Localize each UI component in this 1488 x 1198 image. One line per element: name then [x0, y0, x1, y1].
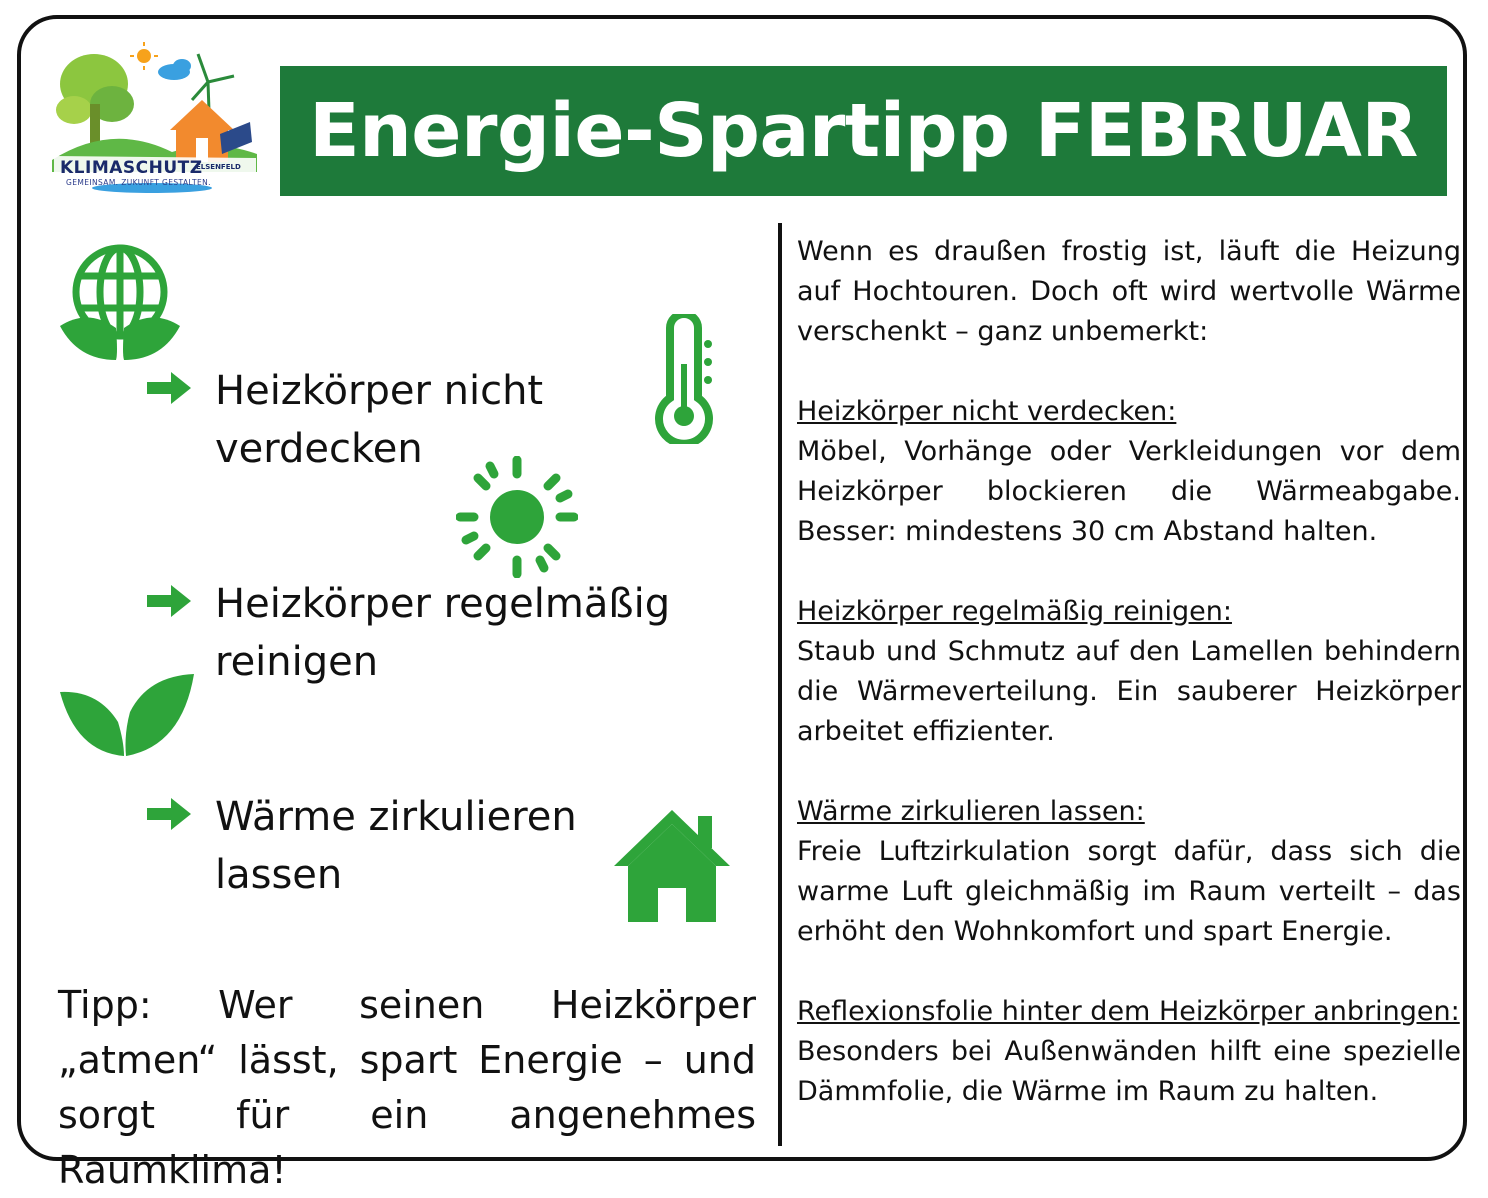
section-4-body: Besonders bei Außenwänden hilft eine spezielle Dämmfolie, die Wärme im Raum zu halten.	[797, 1036, 1461, 1107]
globe-leaves-icon	[58, 242, 182, 366]
logo-name: KLIMASCHUTZ	[60, 158, 203, 178]
section-4	[797, 992, 1461, 1112]
section-3-body: Freie Luftzirkulation sorgt dafür, dass sich die warme Luft gleichmäßig im Raum verteilt – das erhöht den Wohnkomfort und spart Energie.	[797, 836, 1461, 947]
section-2-heading: Heizkörper regelmäßig reinigen:	[797, 596, 1232, 627]
section-3	[797, 792, 1461, 952]
title-banner	[280, 66, 1447, 196]
detail-column	[797, 232, 1461, 1112]
tip-2-line-2: reinigen	[215, 639, 379, 685]
section-1	[797, 392, 1461, 552]
page-title: Energie-Spartipp FEBRUAR	[309, 88, 1418, 174]
section-2-body: Staub und Schmutz auf den Lamellen behindern die Wärmeverteilung. Ein sauberer Heizkörper arbeitet effizienter.	[797, 636, 1461, 747]
thermometer-icon	[654, 314, 716, 444]
column-divider	[778, 223, 782, 1146]
footer-tip: Tipp: Wer seinen Heizkörper „atmen“ lässt, spart Energie – und sorgt für ein angenehmes Raumklima!	[58, 983, 756, 1192]
klimaschutz-logo	[52, 42, 262, 194]
section-1-heading: Heizkörper nicht verdecken:	[797, 396, 1177, 427]
tip-3-line-1: Wärme zirkulieren	[215, 794, 577, 840]
arrow-right-icon	[145, 794, 193, 834]
tip-1-line-2: verdecken	[215, 426, 423, 472]
tip-3-line-2: lassen	[215, 852, 343, 898]
tip-item-2	[145, 575, 670, 691]
section-4-heading: Reflexionsfolie hinter dem Heizkörper anbringen:	[797, 996, 1460, 1027]
tip-2-line-1: Heizkörper regelmäßig	[215, 581, 671, 627]
arrow-right-icon	[145, 368, 193, 408]
tip-item-3	[145, 788, 577, 904]
house-icon	[612, 808, 732, 924]
arrow-right-icon	[145, 581, 193, 621]
logo-slogan: GEMEINSAM. ZUKUNFT GESTALTEN.	[66, 178, 211, 187]
section-2	[797, 592, 1461, 752]
intro-text: Wenn es draußen frostig ist, läuft die Heizung auf Hochtouren. Doch oft wird wertvolle Wärme verschenkt – ganz unbemerkt:	[797, 236, 1461, 347]
tip-item-1	[145, 362, 543, 478]
logo-town: ELSENFELD	[196, 163, 241, 171]
section-3-heading: Wärme zirkulieren lassen:	[797, 796, 1145, 827]
section-1-body: Möbel, Vorhänge oder Verkleidungen vor dem Heizkörper blockieren die Wärmeabgabe. Besser: mindestens 30 cm Abstand halten.	[797, 436, 1461, 547]
tip-1-line-1: Heizkörper nicht	[215, 368, 544, 414]
